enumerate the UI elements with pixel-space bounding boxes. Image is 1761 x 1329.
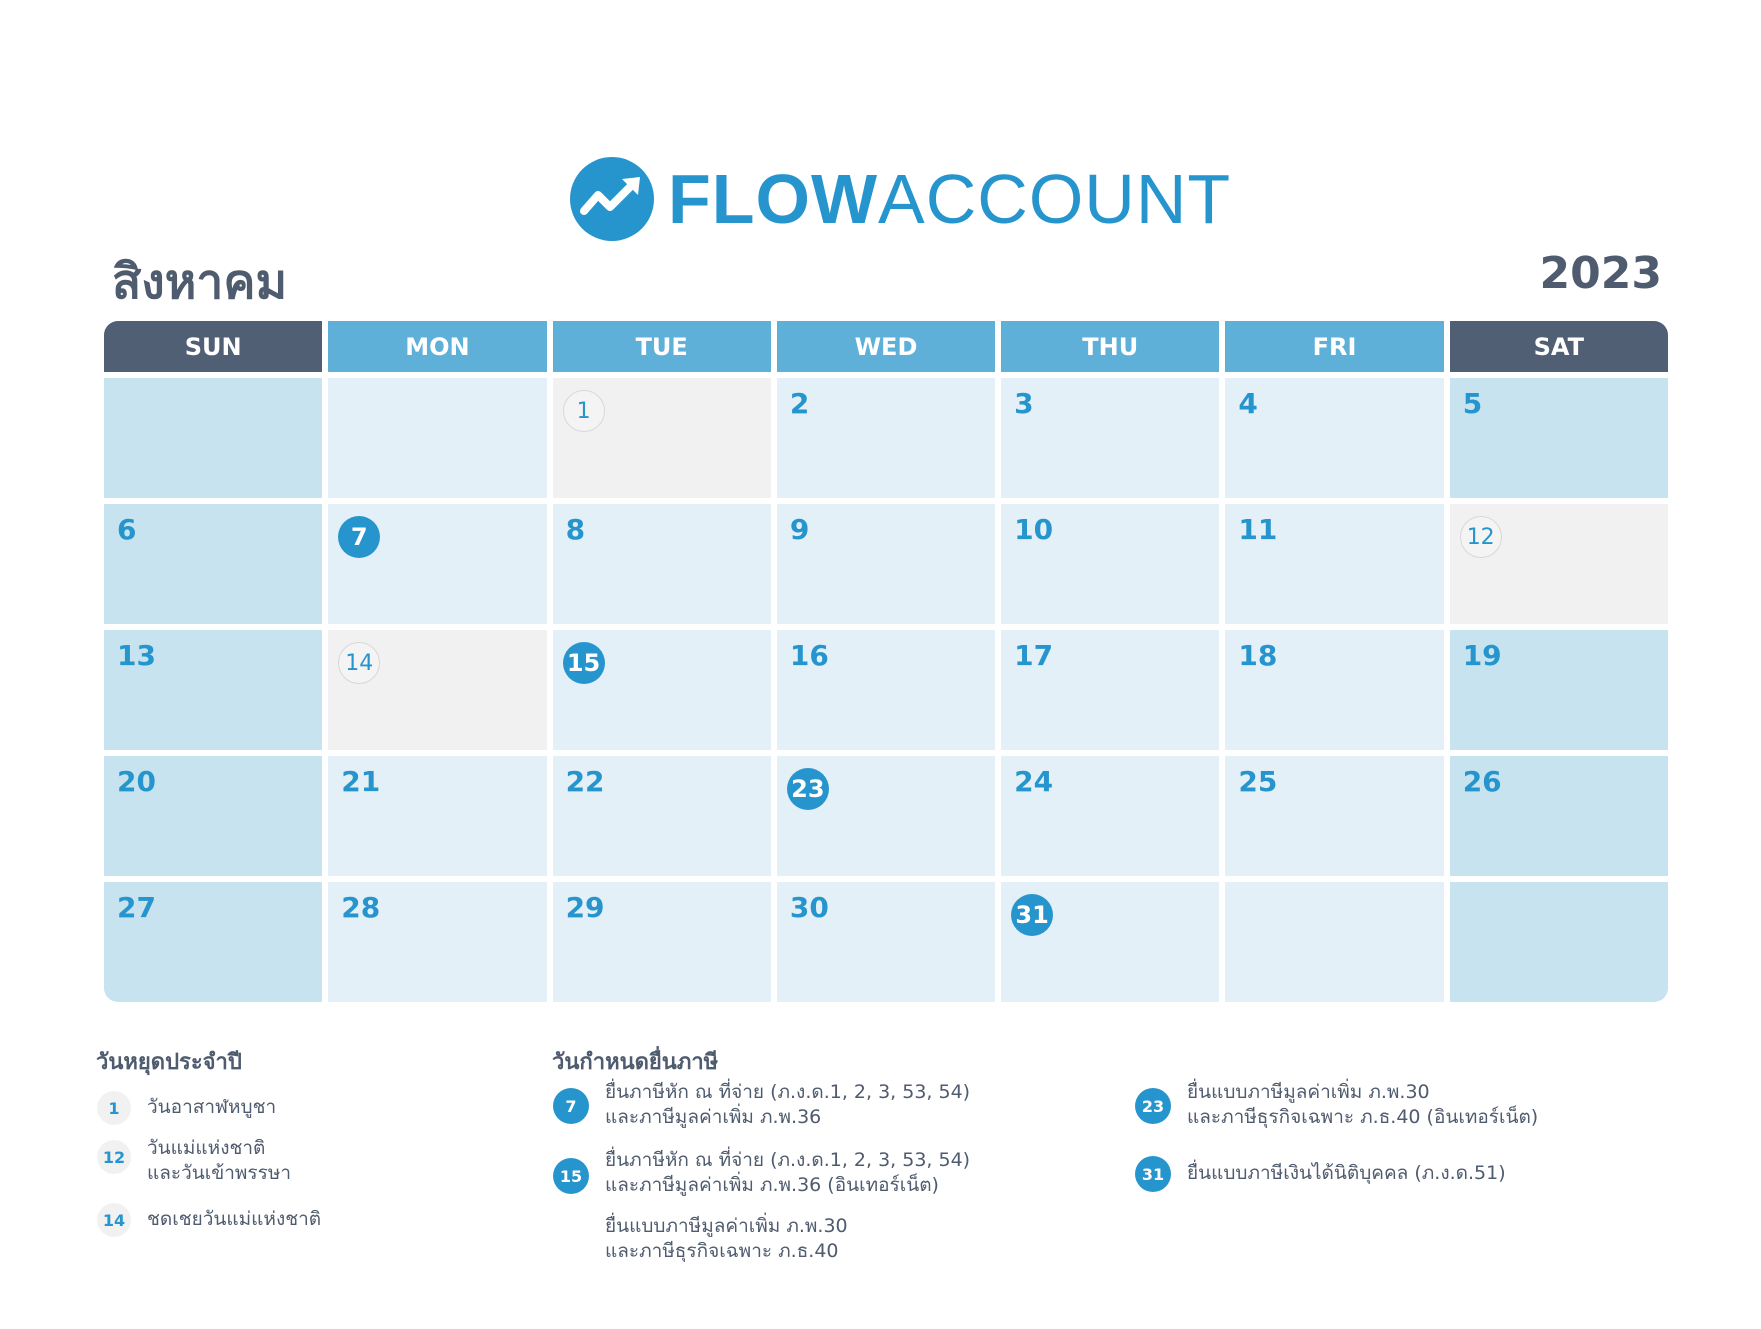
- day-number: 12: [1460, 516, 1502, 558]
- day-number: 18: [1238, 639, 1278, 672]
- day-cell: [1001, 756, 1219, 876]
- day-cell: [1001, 378, 1219, 498]
- day-cell: [328, 882, 546, 1002]
- day-cell: [1225, 504, 1443, 624]
- deadlines-title: วันกำหนดยื่นภาษี: [552, 1050, 719, 1075]
- deadline-badge: 7: [553, 1088, 589, 1124]
- holiday-badge: 12: [97, 1140, 131, 1174]
- deadline-line: [605, 1198, 970, 1214]
- deadline-line: ยื่นแบบภาษีมูลค่าเพิ่ม ภ.พ.30: [605, 1215, 848, 1237]
- deadline-line: และภาษีมูลค่าเพิ่ม ภ.พ.36: [605, 1106, 822, 1128]
- deadline-badge: 23: [1135, 1088, 1171, 1124]
- trend-chart-icon: [570, 157, 654, 241]
- deadline-line: ยื่นแบบภาษีมูลค่าเพิ่ม ภ.พ.30: [1187, 1081, 1430, 1103]
- day-number: 5: [1462, 387, 1483, 420]
- day-number: 21: [341, 765, 381, 798]
- day-number: 22: [565, 765, 605, 798]
- week-row: [104, 756, 1668, 876]
- deadline-line: ยื่นภาษีหัก ณ ที่จ่าย (ภ.ง.ด.1, 2, 3, 53, 54): [605, 1149, 971, 1171]
- day-cell: [1225, 756, 1443, 876]
- year-title: 2023: [1539, 248, 1662, 299]
- holiday-item: [97, 1136, 291, 1186]
- day-number: 10: [1014, 513, 1054, 546]
- day-cell: [1450, 378, 1668, 498]
- day-number: 3: [1014, 387, 1034, 420]
- day-number: 8: [565, 513, 586, 546]
- day-number: 11: [1238, 513, 1278, 546]
- day-cell: [553, 756, 771, 876]
- flowaccount-logo: [570, 154, 1231, 244]
- day-grid: [104, 378, 1668, 1002]
- holiday-line: วันแม่แห่งชาติ: [147, 1137, 266, 1159]
- day-cell-deadline: [1001, 882, 1219, 1002]
- day-number: 28: [341, 891, 381, 924]
- day-cell-holiday: [1450, 504, 1668, 624]
- day-cell: [1225, 378, 1443, 498]
- day-cell: [777, 882, 995, 1002]
- deadline-line: ยื่นแบบภาษีเงินได้นิติบุคคล (ภ.ง.ด.51): [1187, 1162, 1506, 1184]
- month-title: สิงหาคม: [112, 254, 288, 310]
- day-number: 19: [1462, 639, 1502, 672]
- day-number: 7: [338, 516, 380, 558]
- logo-wordmark: [668, 160, 1232, 238]
- day-cell: [777, 378, 995, 498]
- day-number: 24: [1014, 765, 1054, 798]
- weekday-fri: FRI: [1225, 321, 1443, 372]
- deadline-line: และภาษีมูลค่าเพิ่ม ภ.พ.36 (อินเทอร์เน็ต): [605, 1174, 939, 1196]
- logo-account: ACCOUNT: [878, 160, 1232, 238]
- deadline-item: [553, 1148, 970, 1264]
- deadline-text: [1187, 1161, 1506, 1186]
- deadline-line: ยื่นภาษีหัก ณ ที่จ่าย (ภ.ง.ด.1, 2, 3, 53, 54): [605, 1081, 971, 1103]
- day-number: 27: [117, 891, 156, 924]
- week-row: [104, 504, 1668, 624]
- holiday-item: [97, 1091, 276, 1125]
- day-cell: [777, 504, 995, 624]
- weekday-sat: SAT: [1450, 321, 1668, 372]
- weekday-thu: THU: [1001, 321, 1219, 372]
- day-number: 25: [1238, 765, 1278, 798]
- day-number: 9: [789, 513, 810, 546]
- holiday-text: [147, 1136, 291, 1186]
- day-cell: [104, 378, 322, 498]
- day-cell: [1225, 882, 1443, 1002]
- day-cell: [104, 756, 322, 876]
- day-cell: [104, 630, 322, 750]
- weekday-sun: SUN: [104, 321, 322, 372]
- day-cell-deadline: [777, 756, 995, 876]
- day-cell-holiday: [328, 630, 546, 750]
- day-number: 29: [565, 891, 605, 924]
- week-row: [104, 378, 1668, 498]
- day-number: 15: [563, 642, 605, 684]
- calendar: [104, 321, 1668, 1002]
- day-number: 16: [789, 639, 829, 672]
- weekday-tue: TUE: [553, 321, 771, 372]
- holiday-text: [147, 1095, 276, 1120]
- day-number: 20: [117, 765, 156, 798]
- day-cell: [1450, 882, 1668, 1002]
- day-cell: [1225, 630, 1443, 750]
- holiday-text: [147, 1207, 321, 1232]
- day-cell: [777, 630, 995, 750]
- holiday-line: และวันเข้าพรรษา: [147, 1162, 292, 1184]
- day-number: 13: [117, 639, 156, 672]
- day-number: 23: [787, 768, 829, 810]
- day-number: 17: [1014, 639, 1054, 672]
- deadline-text: [605, 1080, 970, 1130]
- day-number: 26: [1462, 765, 1502, 798]
- deadline-badge: 31: [1135, 1156, 1171, 1192]
- day-number: 2: [789, 387, 810, 420]
- holiday-item: [97, 1203, 321, 1237]
- deadline-line: และภาษีธุรกิจเฉพาะ ภ.ธ.40: [605, 1240, 839, 1262]
- weekday-mon: MON: [328, 321, 546, 372]
- day-cell: [328, 378, 546, 498]
- holiday-badge: 14: [97, 1203, 131, 1237]
- deadline-text: [1187, 1080, 1538, 1130]
- day-cell: [1001, 504, 1219, 624]
- holiday-badge: 1: [97, 1091, 131, 1125]
- day-cell: [1450, 630, 1668, 750]
- weekday-header: [104, 321, 1668, 372]
- week-row: [104, 882, 1668, 1002]
- day-cell: [104, 504, 322, 624]
- holiday-line: วันอาสาฬหบูชา: [147, 1096, 277, 1118]
- weekday-wed: WED: [777, 321, 995, 372]
- day-number: 1: [563, 390, 605, 432]
- day-cell-holiday: [553, 378, 771, 498]
- day-cell: [104, 882, 322, 1002]
- week-row: [104, 630, 1668, 750]
- day-cell: [328, 756, 546, 876]
- deadline-item: [1135, 1156, 1506, 1192]
- holidays-title: วันหยุดประจำปี: [96, 1050, 242, 1075]
- day-cell-deadline: [328, 504, 546, 624]
- deadline-item: [553, 1080, 970, 1130]
- logo-flow: FLOW: [668, 160, 879, 238]
- day-cell: [553, 882, 771, 1002]
- deadline-text: [605, 1148, 970, 1264]
- day-cell: [1450, 756, 1668, 876]
- deadline-item: [1135, 1080, 1538, 1130]
- day-cell-deadline: [553, 630, 771, 750]
- holiday-line: ชดเชยวันแม่แห่งชาติ: [147, 1208, 322, 1230]
- day-number: 14: [338, 642, 380, 684]
- day-number: 31: [1011, 894, 1053, 936]
- day-cell: [1001, 630, 1219, 750]
- day-cell: [553, 504, 771, 624]
- deadline-badge: 15: [553, 1158, 589, 1194]
- day-number: 30: [789, 891, 829, 924]
- day-number: 6: [117, 513, 137, 546]
- day-number: 4: [1238, 387, 1258, 420]
- deadline-line: และภาษีธุรกิจเฉพาะ ภ.ธ.40 (อินเทอร์เน็ต): [1187, 1106, 1539, 1128]
